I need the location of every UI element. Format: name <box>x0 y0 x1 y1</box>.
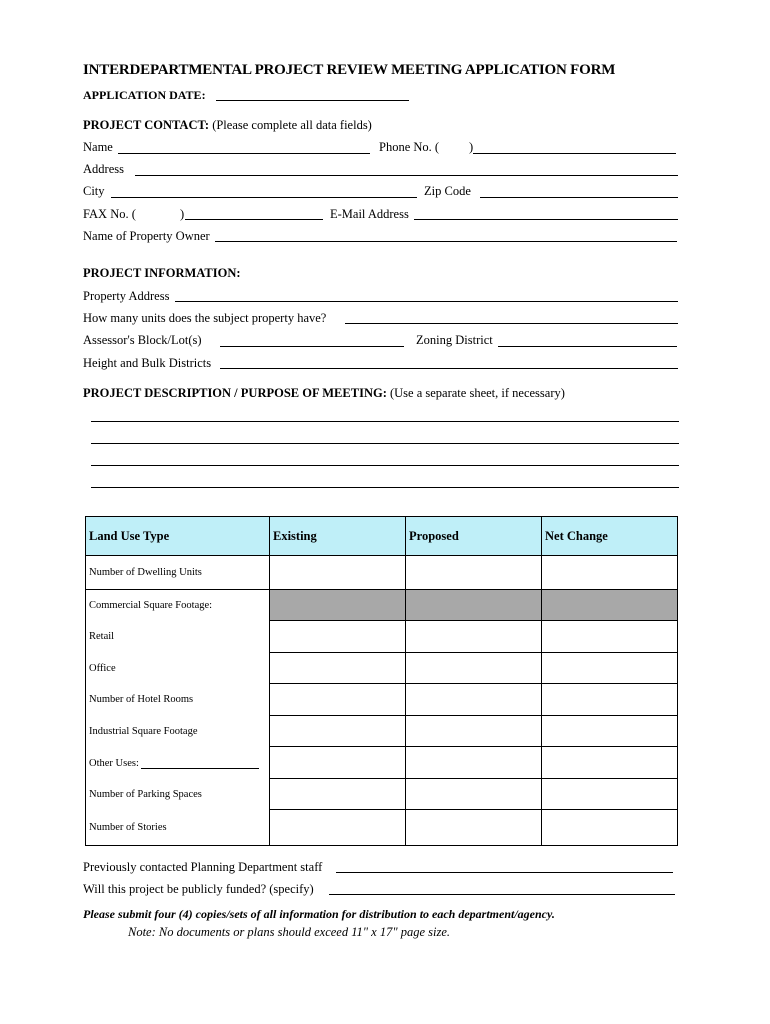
owner-field[interactable] <box>215 241 677 242</box>
header-proposed: Proposed <box>406 517 542 556</box>
proposed-cell[interactable] <box>406 556 542 590</box>
proposed-cell[interactable] <box>406 810 542 846</box>
net-change-cell[interactable] <box>542 684 678 716</box>
zoning-field[interactable] <box>498 346 677 347</box>
name-field[interactable] <box>118 153 370 154</box>
proposed-cell[interactable] <box>406 716 542 747</box>
row-label: Office <box>86 653 270 684</box>
description-heading <box>83 385 565 401</box>
zip-field[interactable] <box>480 197 678 198</box>
row-label: Number of Hotel Rooms <box>86 684 270 716</box>
existing-cell[interactable] <box>270 716 406 747</box>
address-field[interactable] <box>135 175 678 176</box>
table-row <box>86 747 678 779</box>
net-change-cell[interactable] <box>542 747 678 779</box>
net-change-cell-shaded <box>542 590 678 621</box>
address-label: Address <box>83 162 124 176</box>
existing-cell[interactable] <box>270 556 406 590</box>
header-existing: Existing <box>270 517 406 556</box>
land-use-table <box>85 516 678 846</box>
property-address-field[interactable] <box>175 301 678 302</box>
row-label: Number of Dwelling Units <box>86 556 270 590</box>
description-title: PROJECT DESCRIPTION / PURPOSE OF MEETING: <box>83 386 387 400</box>
project-contact-title: PROJECT CONTACT: <box>83 118 210 132</box>
city-field[interactable] <box>111 197 417 198</box>
net-change-cell[interactable] <box>542 556 678 590</box>
proposed-cell-shaded <box>406 590 542 621</box>
form-title: INTERDEPARTMENTAL PROJECT REVIEW MEETING APPLICATION FORM <box>83 62 616 78</box>
table-row <box>86 621 678 653</box>
units-field[interactable] <box>345 323 678 324</box>
units-label: How many units does the subject property have? <box>83 311 327 325</box>
proposed-cell[interactable] <box>406 653 542 684</box>
description-line-1[interactable] <box>91 421 679 422</box>
phone-paren-close: ) <box>469 140 474 154</box>
project-information-heading: PROJECT INFORMATION: <box>83 266 241 280</box>
project-contact-heading <box>83 117 372 133</box>
height-bulk-label: Height and Bulk Districts <box>83 356 212 370</box>
description-note: (Use a separate sheet, if necessary) <box>389 386 565 400</box>
proposed-cell[interactable] <box>406 747 542 779</box>
table-row <box>86 684 678 716</box>
header-net-change: Net Change <box>542 517 678 556</box>
funded-label: Will this project be publicly funded? (specify) <box>83 882 314 896</box>
existing-cell[interactable] <box>270 653 406 684</box>
page-size-note: Note: No documents or plans should exceed 11" x 17" page size. <box>128 925 451 939</box>
staff-field[interactable] <box>336 872 673 873</box>
table-row <box>86 810 678 846</box>
net-change-cell[interactable] <box>542 716 678 747</box>
phone-label: Phone No. ( <box>379 140 440 154</box>
owner-label: Name of Property Owner <box>83 229 210 243</box>
proposed-cell[interactable] <box>406 621 542 653</box>
property-address-label: Property Address <box>83 289 170 303</box>
application-date-field[interactable] <box>216 100 409 101</box>
table-row <box>86 653 678 684</box>
description-line-4[interactable] <box>91 487 679 488</box>
staff-label: Previously contacted Planning Department staff <box>83 860 323 874</box>
table-row <box>86 556 678 590</box>
other-uses-field[interactable] <box>141 757 259 769</box>
description-line-2[interactable] <box>91 443 679 444</box>
other-uses-label: Other Uses: <box>89 757 139 769</box>
row-label: Number of Stories <box>86 810 270 846</box>
project-contact-note: (Please complete all data fields) <box>212 118 372 132</box>
table-header-row <box>86 517 678 556</box>
email-field[interactable] <box>414 219 678 220</box>
row-label: Industrial Square Footage <box>86 716 270 747</box>
table-row <box>86 779 678 810</box>
existing-cell[interactable] <box>270 747 406 779</box>
city-label: City <box>83 184 105 198</box>
block-lot-field[interactable] <box>220 346 404 347</box>
funded-field[interactable] <box>329 894 675 895</box>
table-row <box>86 590 678 621</box>
existing-cell[interactable] <box>270 810 406 846</box>
application-date-label: APPLICATION DATE: <box>83 88 206 102</box>
description-line-3[interactable] <box>91 465 679 466</box>
row-label: Number of Parking Spaces <box>86 779 270 810</box>
fax-label: FAX No. ( <box>83 207 136 221</box>
block-lot-label: Assessor's Block/Lot(s) <box>83 333 202 347</box>
submit-instructions: Please submit four (4) copies/sets of all information for distribution to each department/agency. <box>83 907 555 921</box>
existing-cell[interactable] <box>270 684 406 716</box>
proposed-cell[interactable] <box>406 779 542 810</box>
row-label <box>86 747 270 779</box>
zip-label: Zip Code <box>424 184 471 198</box>
existing-cell-shaded <box>270 590 406 621</box>
existing-cell[interactable] <box>270 621 406 653</box>
header-land-use-type: Land Use Type <box>86 517 270 556</box>
fax-field[interactable] <box>185 219 323 220</box>
row-label: Retail <box>86 621 270 653</box>
fax-paren-close: ) <box>180 207 185 221</box>
table-row <box>86 716 678 747</box>
name-label: Name <box>83 140 113 154</box>
row-label: Commercial Square Footage: <box>86 590 270 621</box>
phone-field[interactable] <box>473 153 676 154</box>
proposed-cell[interactable] <box>406 684 542 716</box>
net-change-cell[interactable] <box>542 779 678 810</box>
net-change-cell[interactable] <box>542 810 678 846</box>
net-change-cell[interactable] <box>542 653 678 684</box>
height-bulk-field[interactable] <box>220 368 678 369</box>
existing-cell[interactable] <box>270 779 406 810</box>
email-label: E-Mail Address <box>330 207 409 221</box>
net-change-cell[interactable] <box>542 621 678 653</box>
zoning-label: Zoning District <box>416 333 493 347</box>
